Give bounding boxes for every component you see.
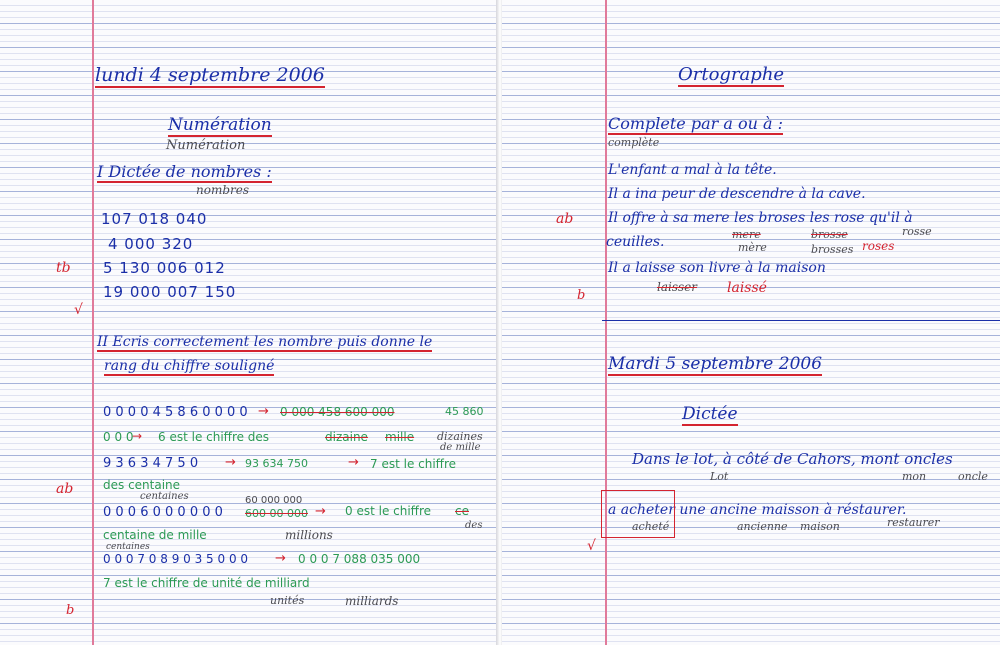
correction-brosse-2: brosses <box>811 243 854 256</box>
ex3-correction: centaines <box>106 542 150 552</box>
left-notebook-page <box>0 0 498 645</box>
ex4-line2: 7 est le chiffre de unité de milliard <box>103 576 310 590</box>
mark-check: √ <box>74 302 83 318</box>
number-2: 4 000 320 <box>108 235 194 253</box>
dictee-line-2: a acheter une ancine maisson à réstaurer. <box>608 502 907 518</box>
separator-line <box>602 320 1000 321</box>
ex2-correction: centaines <box>140 491 189 502</box>
ex2-tail: 7 est le chiffre <box>370 457 456 471</box>
mark-ab-right: ab <box>556 211 574 227</box>
mark-b-right: b <box>577 288 586 303</box>
ex2-arrow: → <box>225 455 236 470</box>
ex1-line2c: dizaine <box>325 430 368 444</box>
ex3-line2: centaine de mille <box>103 528 207 542</box>
dictee-c-oncle: oncle <box>958 470 988 483</box>
correction-laisser: laisser <box>657 280 697 294</box>
right-margin-line <box>605 0 607 645</box>
number-1: 107 018 040 <box>101 210 208 228</box>
ex2-number: 9 3 6 3 4 7 5 0 <box>103 456 199 471</box>
sentence-1: L'enfant a mal à la tête. <box>608 162 777 178</box>
ex2-answer: 93 634 750 <box>245 457 308 470</box>
ex4-c1: unités <box>270 594 305 607</box>
sentence-2: Il a ina peur de descendre à la cave. <box>608 186 866 202</box>
dictee-c-restaurer: restaurer <box>887 516 940 529</box>
dictee-c-achete: acheté <box>632 520 670 533</box>
correction-rose-2: roses <box>862 239 895 253</box>
dictee-c-mon: mon <box>902 470 927 483</box>
correction-laisse: laissé <box>727 280 767 296</box>
ex3-arrow: → <box>315 504 326 519</box>
ex3-tail: 0 est le chiffre <box>345 504 431 518</box>
ex1-answer: 0 000 458 600 000 <box>280 405 395 419</box>
ex3-number: 0 0 0 6 0 0 0 0 0 0 <box>103 505 223 520</box>
ex3-tail3: des <box>465 520 483 531</box>
ex4-arrow: → <box>275 551 286 566</box>
correction-rose-1: rosse <box>902 225 932 238</box>
dictee-c-maison: maison <box>800 520 840 533</box>
ex4-c2: milliards <box>345 594 399 608</box>
number-3: 5 130 006 012 <box>103 259 226 277</box>
ex1-line2d: mille <box>385 430 415 444</box>
ex1-line2a: 0 0 0 <box>103 430 134 444</box>
ex3-tail2: ce <box>455 504 469 518</box>
mark-b: b <box>66 603 75 618</box>
ex1-line2f: de mille <box>440 442 481 453</box>
ex4-number: 0 0 0 7 0 8 9 0 3 5 0 0 0 <box>103 552 249 566</box>
dictee-title: Dictée <box>682 404 738 424</box>
sentence-3b: ceuilles. <box>606 234 665 250</box>
right-notebook-page <box>502 0 1000 645</box>
mark-tb: tb <box>56 260 71 276</box>
sentence-4: Il a laisse son livre à la maison <box>608 260 826 276</box>
date-heading: lundi 4 septembre 2006 <box>95 64 325 86</box>
ex1-tail: 45 860 <box>445 405 484 418</box>
section1-heading: I Dictée de nombres : <box>97 162 272 181</box>
section2-line1: II Ecris correctement les nombre puis donne le <box>97 334 433 350</box>
instruction: Complete par a ou à : <box>608 114 784 133</box>
title-correction: Numération <box>166 138 246 153</box>
correction-mere-2: mère <box>738 241 767 254</box>
ex1-line2b: 6 est le chiffre des <box>158 430 270 444</box>
section2-line2: rang du chiffre souligné <box>104 358 275 374</box>
ex1-line2e: dizaines <box>437 430 483 443</box>
ex3-answer: 600 00 000 <box>245 507 308 520</box>
orthography-title: Ortographe <box>678 64 785 85</box>
ex1-arrow: → <box>258 404 269 419</box>
left-margin-line <box>92 0 94 645</box>
number-4: 19 000 007 150 <box>103 283 237 301</box>
dictee-c-ancienne: ancienne <box>737 520 788 533</box>
ex2-arrow2: → <box>348 455 359 470</box>
dictee-c-lot: Lot <box>710 470 729 483</box>
ex3-millions: millions <box>285 528 333 542</box>
instruction-correction: complète <box>608 136 660 149</box>
sentence-3: Il offre à sa mere les broses les rose qu'il à <box>608 210 913 226</box>
correction-mere-1: mere <box>732 228 761 241</box>
dictee-line-1: Dans le lot, à côté de Cahors, mont oncles <box>632 450 953 468</box>
correction-brosse-1: brosse <box>811 228 848 241</box>
ex2-line2: des centaine <box>103 478 181 492</box>
ex1-arrow2: → <box>132 429 143 443</box>
ex1-number: 0 0 0 0 4 5 8 6 0 0 0 0 <box>103 405 248 420</box>
section1-correction: nombres <box>196 183 250 197</box>
mark-check-right: √ <box>587 538 596 554</box>
mark-ab: ab <box>56 481 74 497</box>
page-title: Numération <box>168 115 272 135</box>
ex4-answer: 0 0 0 7 088 035 000 <box>298 552 421 566</box>
date2-heading: Mardi 5 septembre 2006 <box>608 354 823 374</box>
ex3-above: 60 000 000 <box>245 495 303 506</box>
